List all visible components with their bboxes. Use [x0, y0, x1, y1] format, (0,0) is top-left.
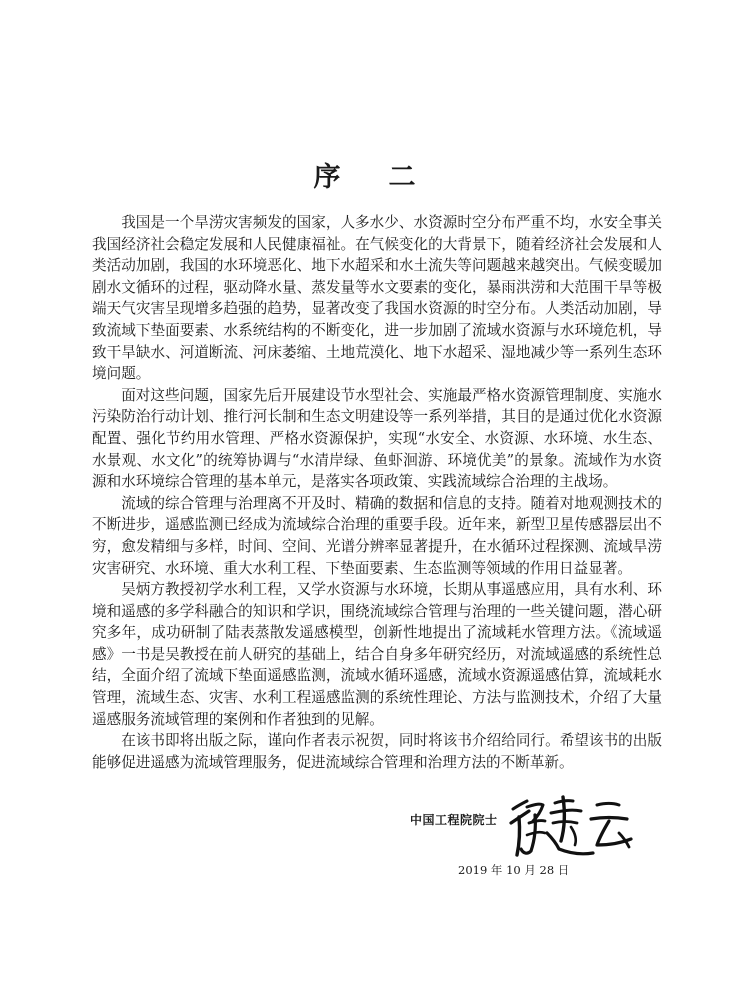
- signing-date: 2019 年 10 月 28 日: [458, 863, 570, 877]
- paragraph-4: 吴炳方教授初学水利工程，又学水资源与水环境，长期从事遥感应用，具有水利、环境和遥感的多学科融合的知识和学识，围绕流域综合管理与治理的一些关键问题，潜心研究多年，成功研制了陆表蒸散发遥感模型，创新性地提出了流域耗水管理方法。《流域遥感》一书是吴教授在前人研究的基础上，结合自身多年研究经历，对流域遥感的系统性总结，全面介绍了流域下垫面遥感监测，流域水循环遥感，流域水资源遥感估算，流域耗水管理，流域生态、灾害、水利工程遥感监测的系统性理论、方法与监测技术，介绍了大量遥感服务流域管理的案例和作者独到的见解。: [92, 581, 662, 728]
- paragraph-1: 我国是一个旱涝灾害频发的国家，人多水少、水资源时空分布严重不均，水安全事关我国经济社会稳定发展和人民健康福祉。在气候变化的大背景下，随着经济社会发展和人类活动加剧，我国的水环境恶化、地下水超采和水土流失等问题越来越突出。气候变暖加剧水文循环的过程，驱动降水量、蒸发量等水文要素的变化，暴雨洪涝和大范围干旱等极端天气灾害呈现增多趋强的趋势，显著改变了我国水资源的时空分布。人类活动加剧，导致流域下垫面要素、水系统结构的不断变化，进一步加剧了流域水资源与水环境危机，导致干旱缺水、河道断流、河床萎缩、土地荒漠化、地下水超采、湿地减少等一系列生态环境问题。: [92, 214, 662, 383]
- page-title: [0, 158, 729, 198]
- paragraph-2: 面对这些问题，国家先后开展建设节水型社会、实施最严格水资源管理制度、实施水污染防治行动计划、推行河长制和生态文明建设等一系列举措，其目的是通过优化水资源配置、强化节约用水管理、严格水资源保护，实现“水安全、水资源、水环境、水生态、水景观、水文化”的统筹协调与“水清岸绿、鱼虾洄游、环境优美”的景象。流域作为水资源和水环境综合管理的基本单元，是落实各项政策、实践流域综合治理的主战场。: [92, 386, 662, 491]
- handwritten-signature: [505, 787, 635, 867]
- title-char-2: 二: [388, 162, 416, 193]
- paragraph-5: 在该书即将出版之际，谨向作者表示祝贺，同时将该书介绍给同行。希望该书的出版能够促进遥感为流域管理服务，促进流域综合管理和治理方法的不断革新。: [92, 732, 662, 771]
- author-title: 中国工程院院士: [410, 813, 498, 827]
- paragraph-3: 流域的综合管理与治理离不开及时、精确的数据和信息的支持。随着对地观测技术的不断进步，遥感监测已经成为流域综合治理的重要手段。近年来，新型卫星传感器层出不穷，愈发精细与多样，时间、空间、光谱分辨率显著提升，在水循环过程探测、流域旱涝灾害研究、水环境、重大水利工程、下垫面要素、生态监测等领域的作用日益显著。: [92, 494, 662, 577]
- title-char-1: 序: [313, 162, 341, 193]
- preface-body: [92, 212, 662, 773]
